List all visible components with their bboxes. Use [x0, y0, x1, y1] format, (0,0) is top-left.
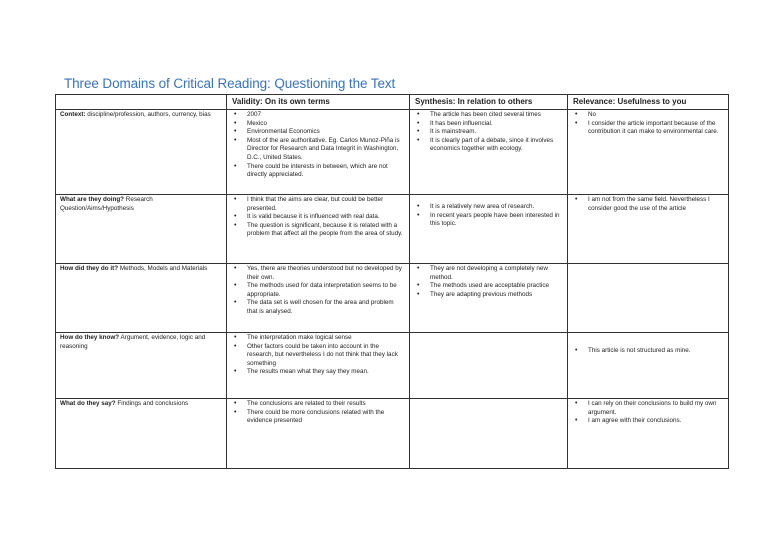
list-item: • It is mainstream. [414, 128, 563, 137]
table-header-row [56, 95, 729, 110]
list-item: • This article is not structured as mine. [572, 347, 724, 356]
validity-list [231, 265, 405, 317]
list-item: • The methods used for data interpretation seems to be appropriate. [231, 282, 405, 299]
list-item: • 2007 [231, 111, 405, 120]
relevance-list [572, 400, 724, 426]
header-synthesis: Synthesis: In relation to others [410, 95, 568, 110]
list-item: • I can rely on their conclusions to build my own argument. [572, 400, 724, 417]
relevance-cell [568, 264, 729, 333]
question-cell [56, 195, 227, 264]
synthesis-cell [410, 333, 568, 399]
list-item: • The results mean what they say they mean. [231, 368, 405, 377]
validity-cell [227, 110, 410, 195]
list-item: • The interpretation make logical sense [231, 334, 405, 343]
critical-reading-table [55, 94, 729, 469]
relevance-list [572, 347, 724, 356]
relevance-cell [568, 110, 729, 195]
synthesis-list [414, 111, 563, 154]
relevance-list [572, 111, 724, 137]
relevance-cell [568, 399, 729, 469]
question-detail: Findings and conclusions [115, 400, 189, 407]
list-item: • The data set is well chosen for the area and problem that is analysed. [231, 299, 405, 316]
validity-cell [227, 399, 410, 469]
question-cell [56, 110, 227, 195]
list-item: • The conclusions are related to their results [231, 400, 405, 409]
list-item: • I am not from the same field. Nevertheless I consider good the use of the article [572, 196, 724, 213]
list-item: • The methods used are acceptable practice [414, 282, 563, 291]
synthesis-list [414, 203, 563, 229]
synthesis-cell [410, 399, 568, 469]
question-detail: Research Question/Aims/Hypothesis [60, 196, 153, 212]
question-cell [56, 399, 227, 469]
list-item: • I think that the aims are clear, but could be better presented. [231, 196, 405, 213]
question-cell [56, 333, 227, 399]
synthesis-cell [410, 195, 568, 264]
validity-cell [227, 333, 410, 399]
list-item: • It is a relatively new area of research. [414, 203, 563, 212]
list-item: • The question is significant, because it is related with a problem that affect all the people from the area of study. [231, 222, 405, 239]
synthesis-cell [410, 110, 568, 195]
list-item: • Mexico [231, 120, 405, 129]
list-item: • I am agree with their conclusions. [572, 417, 724, 426]
list-item: • They are not developing a completely new method. [414, 265, 563, 282]
question-label: What do they say? [60, 400, 116, 407]
list-item: • It is clearly part of a debate, since it involves economics together with ecology. [414, 137, 563, 154]
question-cell [56, 264, 227, 333]
list-item: • Environmental Economics [231, 128, 405, 137]
list-item: • It is valid because it is influenced with real data. [231, 213, 405, 222]
list-item: • They are adapting previous methods [414, 291, 563, 300]
validity-cell [227, 195, 410, 264]
question-detail: Argument, evidence, logic and reasoning [60, 334, 206, 350]
validity-list [231, 334, 405, 377]
synthesis-list [414, 265, 563, 299]
question-detail: discipline/profession, authors, currency, bias [85, 111, 211, 118]
list-item: • There could be more conclusions related with the evidence presented [231, 409, 405, 426]
question-label: How did they do it? [60, 265, 119, 272]
synthesis-cell [410, 264, 568, 333]
list-item: • Most of the are authoritative. Eg. Carlos Munoz-Piña is Director for Research and Data Integrit in Washington, D.C., United States. [231, 137, 405, 163]
header-relevance: Relevance: Usefulness to you [568, 95, 729, 110]
validity-list [231, 111, 405, 180]
header-validity: Validity: On its own terms [227, 95, 410, 110]
relevance-cell [568, 333, 729, 399]
list-item: • Yes, there are theories understood but no developed by their own. [231, 265, 405, 282]
validity-list [231, 400, 405, 426]
table-row [56, 333, 729, 399]
validity-list [231, 196, 405, 239]
document-title: Three Domains of Critical Reading: Questioning the Text [64, 76, 396, 91]
header-blank [56, 95, 227, 110]
table-row [56, 399, 729, 469]
list-item: • No [572, 111, 724, 120]
list-item: • I consider the article important because of the contribution it can make to environmental care. [572, 120, 724, 137]
list-item: • There could be interests in between, which are not directly appreciated. [231, 163, 405, 180]
relevance-cell [568, 195, 729, 264]
list-item: • In recent years people have been interested in this topic. [414, 212, 563, 229]
list-item: • It has been influencial. [414, 120, 563, 129]
question-label: Context: [60, 111, 86, 118]
question-detail: Methods, Models and Materials [118, 265, 208, 272]
table-row [56, 195, 729, 264]
table-row [56, 110, 729, 195]
validity-cell [227, 264, 410, 333]
relevance-list [572, 196, 724, 213]
question-label: How do they know? [60, 334, 120, 341]
question-label: What are they doing? [60, 196, 125, 203]
list-item: • Other factors could be taken into account in the research, but nevertheless I do not think that they lack something [231, 343, 405, 369]
table-row [56, 264, 729, 333]
list-item: • The article has been cited several times [414, 111, 563, 120]
